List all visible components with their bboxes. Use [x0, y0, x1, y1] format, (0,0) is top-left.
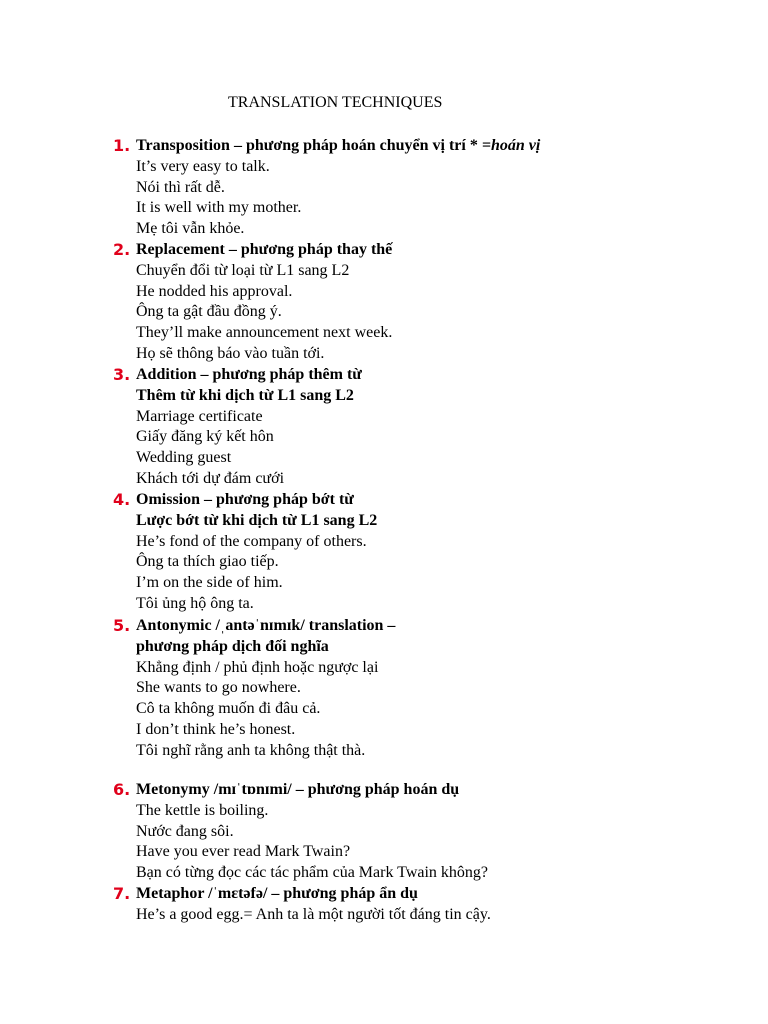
section-heading — [136, 136, 540, 156]
section-heading — [136, 884, 418, 904]
example-line: Marriage certificate — [136, 407, 263, 425]
section-heading-text: Addition – phương pháp thêm từ — [136, 366, 362, 383]
example-line: Chuyển đổi từ loại từ L1 sang L2 — [136, 261, 350, 279]
section-number: 4. — [113, 490, 131, 509]
section-subheading: Thêm từ khi dịch từ L1 sang L2 — [136, 386, 354, 404]
section-number: 2. — [113, 240, 131, 259]
section-number: 5. — [113, 616, 131, 635]
section-heading-text: Replacement – phương pháp thay thế — [136, 241, 393, 258]
document-title: TRANSLATION TECHNIQUES — [228, 94, 443, 111]
section-heading-text: Metonymy /mɪˈtɒnɪmi/ – phương pháp hoán dụ — [136, 781, 460, 798]
example-line: He nodded his approval. — [136, 282, 293, 300]
example-line: Tôi nghĩ rằng anh ta không thật thà. — [136, 741, 366, 759]
section-number: 1. — [113, 136, 131, 155]
example-line: Ông ta thích giao tiếp. — [136, 553, 279, 571]
example-line: Tôi ủng hộ ông ta. — [136, 595, 254, 612]
example-line: Ông ta gật đầu đồng ý. — [136, 303, 282, 321]
section-heading-text: Transposition – phương pháp hoán chuyển vị trí * — [136, 137, 482, 154]
section-heading-text: Metaphor /ˈmɛtəfə/ – phương pháp ẩn dụ — [136, 885, 418, 902]
section-heading — [136, 365, 362, 385]
example-line: Mẹ tôi vẫn khỏe. — [136, 220, 245, 238]
example-line: Nước đang sôi. — [136, 822, 234, 840]
example-line: It is well with my mother. — [136, 199, 302, 217]
section-number: 7. — [113, 884, 131, 903]
section-heading — [136, 490, 354, 510]
example-line: Wedding guest — [136, 449, 232, 467]
section-heading-italic: =hoán vị — [481, 137, 541, 154]
section-heading — [136, 616, 395, 636]
section-subheading: phương pháp dịch đối nghĩa — [136, 637, 329, 655]
section-number: 3. — [113, 365, 131, 384]
section-heading — [136, 240, 392, 260]
example-line: I’m on the side of him. — [136, 574, 283, 592]
example-line: She wants to go nowhere. — [136, 679, 301, 697]
section-number: 6. — [113, 780, 131, 799]
example-line: Bạn có từng đọc các tác phẩm của Mark Twain không? — [136, 864, 489, 882]
example-line: It’s very easy to talk. — [136, 157, 270, 175]
example-line: Họ sẽ thông báo vào tuần tới. — [136, 345, 325, 362]
example-line: The kettle is boiling. — [136, 801, 269, 819]
example-line: Khách tới dự đám cưới — [136, 470, 285, 487]
section-heading-text: Omission – phương pháp bớt từ — [136, 491, 354, 508]
example-line: Khẳng định / phủ định hoặc ngược lại — [136, 658, 379, 676]
section-subheading: Lược bớt từ khi dịch từ L1 sang L2 — [136, 511, 378, 529]
example-line: He’s a good egg.= Anh ta là một người tốt đáng tin cậy. — [136, 905, 491, 923]
example-line: Have you ever read Mark Twain? — [136, 843, 351, 861]
example-line: Giấy đăng ký kết hôn — [136, 428, 274, 446]
example-line: Cô ta không muốn đi đâu cả. — [136, 700, 321, 718]
example-line: He’s fond of the company of others. — [136, 532, 367, 550]
section-heading-text: Antonymic /ˌantəˈnɪmɪk/ translation – — [136, 617, 396, 634]
example-line: Nói thì rất dễ. — [136, 178, 225, 196]
section-heading — [136, 780, 459, 800]
example-line: They’ll make announcement next week. — [136, 324, 393, 342]
example-line: I don’t think he’s honest. — [136, 721, 296, 738]
